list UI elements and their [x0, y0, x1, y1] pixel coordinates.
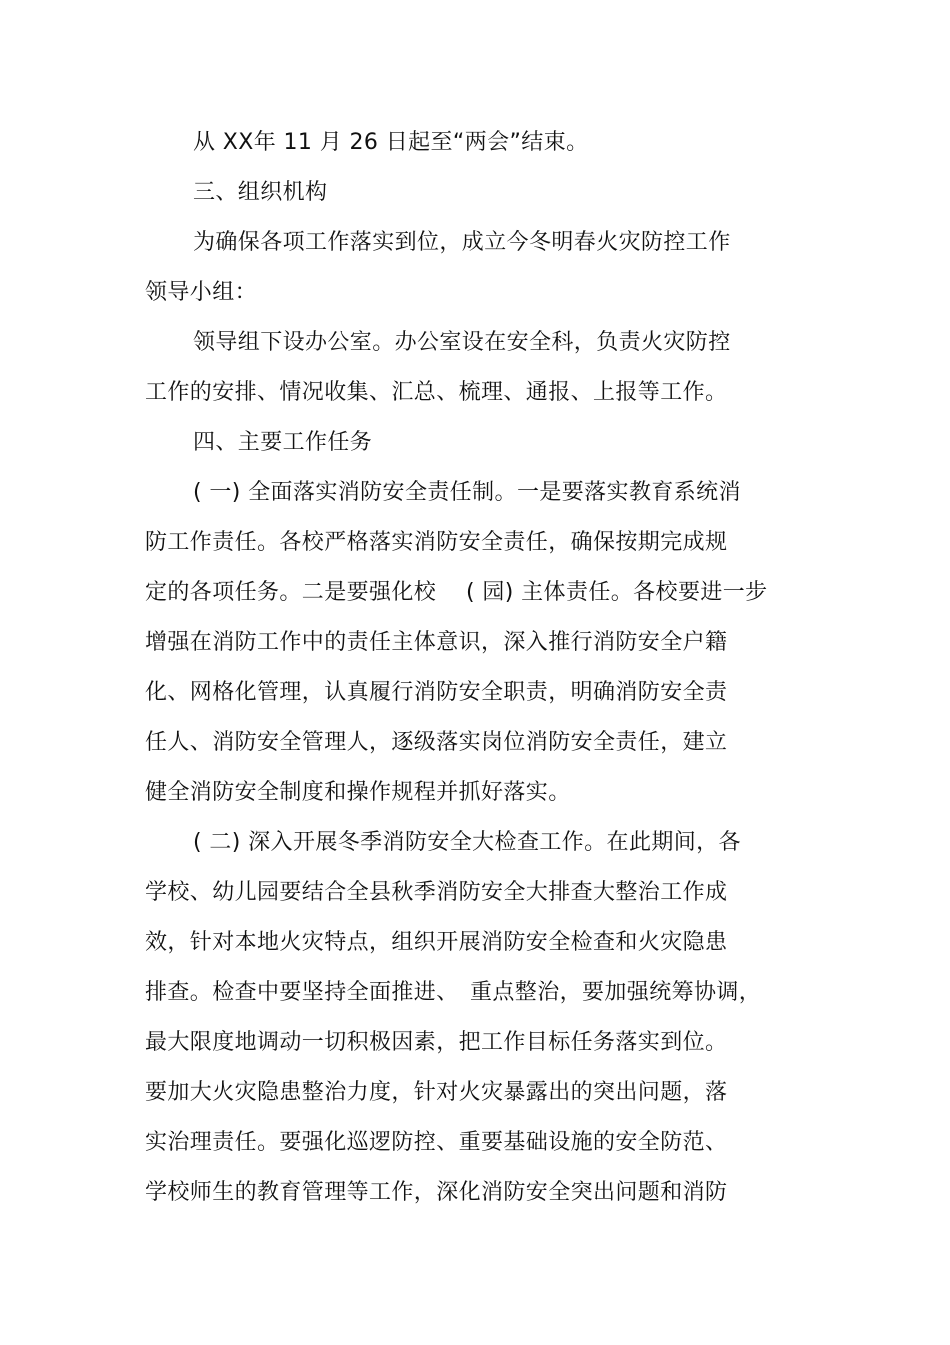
text-line: 学校、幼儿园要结合全县秋季消防安全大排查大整治工作成 [145, 880, 728, 905]
text-line: 增强在消防工作中的责任主体意识，深入推行消防安全户籍 [145, 630, 728, 655]
text-line: 化、网格化管理，认真履行消防安全职责，明确消防安全责 [145, 680, 728, 705]
text-line: 领导组下设办公室。办公室设在安全科，负责火灾防控 [193, 330, 731, 355]
text-line: 防工作责任。各校严格落实消防安全责任，确保按期完成规 [145, 530, 728, 555]
text-line: 排查。检查中要坚持全面推进、 重点整治，要加强统筹协调， [145, 980, 762, 1005]
text-line: 学校师生的教育管理等工作，深化消防安全突出问题和消防 [145, 1180, 728, 1205]
text-line-date-range: 从 XX年 11 月 26 日起至“两会”结束。 [193, 130, 589, 155]
section-heading-organization: 三、组织机构 [193, 180, 328, 205]
text-line: 实治理责任。要强化巡逻防控、重要基础设施的安全防范、 [145, 1130, 728, 1155]
section-heading-main-tasks: 四、主要工作任务 [193, 430, 373, 455]
text-line: 领导小组： [145, 280, 258, 305]
text-line: 工作的安排、情况收集、汇总、梳理、通报、上报等工作。 [145, 380, 728, 405]
text-line-subsection-1: ( 一) 全面落实消防安全责任制。一是要落实教育系统消 [193, 480, 741, 505]
text-line: 要加大火灾隐患整治力度，针对火灾暴露出的突出问题，落 [145, 1080, 728, 1105]
text-line: 为确保各项工作落实到位，成立今冬明春火灾防控工作 [193, 230, 731, 255]
text-line: 任人、消防安全管理人，逐级落实岗位消防安全责任，建立 [145, 730, 728, 755]
text-line: 效，针对本地火灾特点，组织开展消防安全检查和火灾隐患 [145, 930, 728, 955]
text-line: 健全消防安全制度和操作规程并抓好落实。 [145, 780, 571, 805]
text-line: 最大限度地调动一切积极因素，把工作目标任务落实到位。 [145, 1030, 728, 1055]
text-line: 定的各项任务。二是要强化校 ( 园) 主体责任。各校要进一步 [145, 580, 768, 605]
text-line-subsection-2: ( 二) 深入开展冬季消防安全大检查工作。在此期间，各 [193, 830, 741, 855]
